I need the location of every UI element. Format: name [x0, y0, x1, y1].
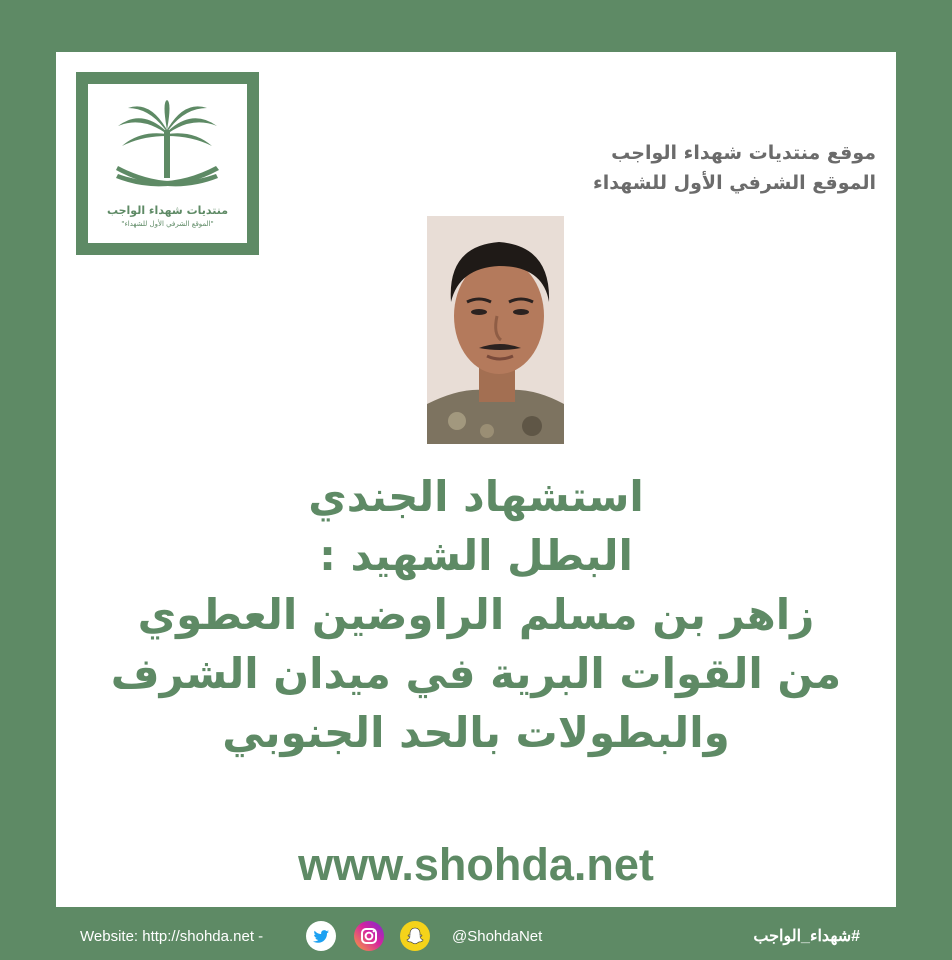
website-url[interactable]: www.shohda.net	[298, 839, 654, 890]
site-subtitle: الموقع الشرفي الأول للشهداء	[593, 172, 876, 194]
site-name: موقع منتديات شهداء الواجب	[611, 142, 876, 164]
logo-tagline: "الموقع الشرفي الأول للشهداء"	[121, 220, 214, 228]
headline-line-5: والبطولات بالحد الجنوبي	[222, 708, 730, 757]
headline	[56, 467, 896, 762]
logo-name: منتديات شهداء الواجب	[106, 204, 229, 217]
headline-line-3: زاهر بن مسلم الراوضين العطوي	[137, 590, 815, 639]
headline-line-1: استشهاد الجندي	[308, 472, 644, 521]
footer-bar	[0, 912, 952, 960]
footer-website-link[interactable]: Website: http://shohda.net -	[80, 928, 264, 945]
twitter-icon[interactable]	[306, 921, 336, 951]
headline-line-4: من القوات البرية في ميدان الشرف	[110, 649, 842, 698]
site-header	[593, 138, 876, 198]
footer-social-handle[interactable]: @ShohdaNet	[452, 928, 543, 945]
snapchat-icon[interactable]	[400, 921, 430, 951]
footer-hashtag[interactable]: #شهداء_الواجب	[753, 928, 860, 945]
post-card	[56, 52, 896, 907]
soldier-portrait-icon	[427, 216, 564, 444]
soldier-photo	[427, 216, 564, 444]
logo	[88, 84, 247, 243]
logo-frame	[76, 72, 259, 255]
instagram-icon[interactable]	[354, 921, 384, 951]
palm-swords-emblem-icon	[112, 100, 223, 200]
headline-line-2: البطل الشهيد :	[319, 531, 633, 580]
